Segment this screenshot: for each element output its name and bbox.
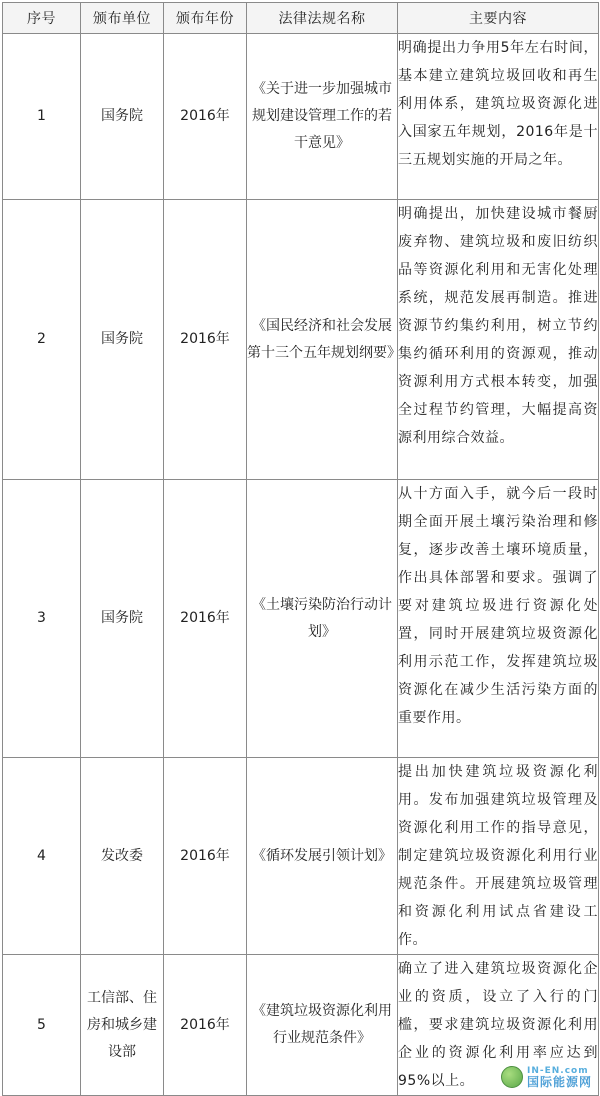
row-content: 提出加快建筑垃圾资源化利用。发布加强建筑垃圾管理及资源化利用工作的指导意见，制定建筑垃圾资源化利用行业规范条件。开展建筑垃圾管理和资源化利用试点省建设工作。: [398, 758, 599, 955]
row-issuer: 发改委: [81, 758, 164, 955]
row-serial: 1: [3, 34, 81, 200]
header-year: 颁布年份: [164, 3, 247, 34]
watermark: [501, 1066, 592, 1088]
header-serial: 序号: [3, 3, 81, 34]
table-row: [3, 480, 599, 758]
policy-table: [2, 2, 599, 1096]
row-content: 明确提出，加快建设城市餐厨废弃物、建筑垃圾和废旧纺织品等资源化利用和无害化处理系统，规范发展再制造。推进资源节约集约利用，树立节约集约循环利用的资源观，推动资源利用方式根本转变，加强全过程节约管理，大幅提高资源利用综合效益。: [398, 200, 599, 480]
table-row: [3, 758, 599, 955]
row-serial: 4: [3, 758, 81, 955]
row-law-name: 《土壤污染防治行动计划》: [247, 480, 398, 758]
row-year: 2016年: [164, 480, 247, 758]
row-serial: 3: [3, 480, 81, 758]
table-row: [3, 200, 599, 480]
header-law-name: 法律法规名称: [247, 3, 398, 34]
globe-logo-icon: [501, 1066, 523, 1088]
row-content: 明确提出力争用5年左右时间，基本建立建筑垃圾回收和再生利用体系，建筑垃圾资源化进入国家五年规划，2016年是十三五规划实施的开局之年。: [398, 34, 599, 200]
row-year: 2016年: [164, 200, 247, 480]
row-law-name: 《关于进一步加强城市规划建设管理工作的若干意见》: [247, 34, 398, 200]
row-year: 2016年: [164, 955, 247, 1096]
row-issuer: 工信部、住房和城乡建设部: [81, 955, 164, 1096]
row-content: 从十方面入手，就今后一段时期全面开展土壤污染治理和修复，逐步改善土壤环境质量，作出具体部署和要求。强调了要对建筑垃圾进行资源化处置，同时开展建筑垃圾资源化利用示范工作，发挥建筑垃圾资源化在减少生活污染方面的重要作用。: [398, 480, 599, 758]
header-issuer: 颁布单位: [81, 3, 164, 34]
row-content: 确立了进入建筑垃圾资源化企业的资质，设立了入行的门槛，要求建筑垃圾资源化利用企业的资源化利用率应达到95%以上。: [398, 955, 599, 1096]
header-main-content: 主要内容: [398, 3, 599, 34]
row-issuer: 国务院: [81, 34, 164, 200]
row-year: 2016年: [164, 34, 247, 200]
watermark-brand: 国际能源网: [526, 1075, 592, 1089]
row-law-name: 《建筑垃圾资源化利用行业规范条件》: [247, 955, 398, 1096]
row-issuer: 国务院: [81, 480, 164, 758]
table-row: [3, 34, 599, 200]
row-issuer: 国务院: [81, 200, 164, 480]
row-serial: 5: [3, 955, 81, 1096]
table-header-row: [3, 3, 599, 34]
row-serial: 2: [3, 200, 81, 480]
row-law-name: 《循环发展引领计划》: [247, 758, 398, 955]
row-law-name: 《国民经济和社会发展第十三个五年规划纲要》: [247, 200, 398, 480]
row-year: 2016年: [164, 758, 247, 955]
watermark-site: IN-EN.com: [526, 1066, 589, 1076]
